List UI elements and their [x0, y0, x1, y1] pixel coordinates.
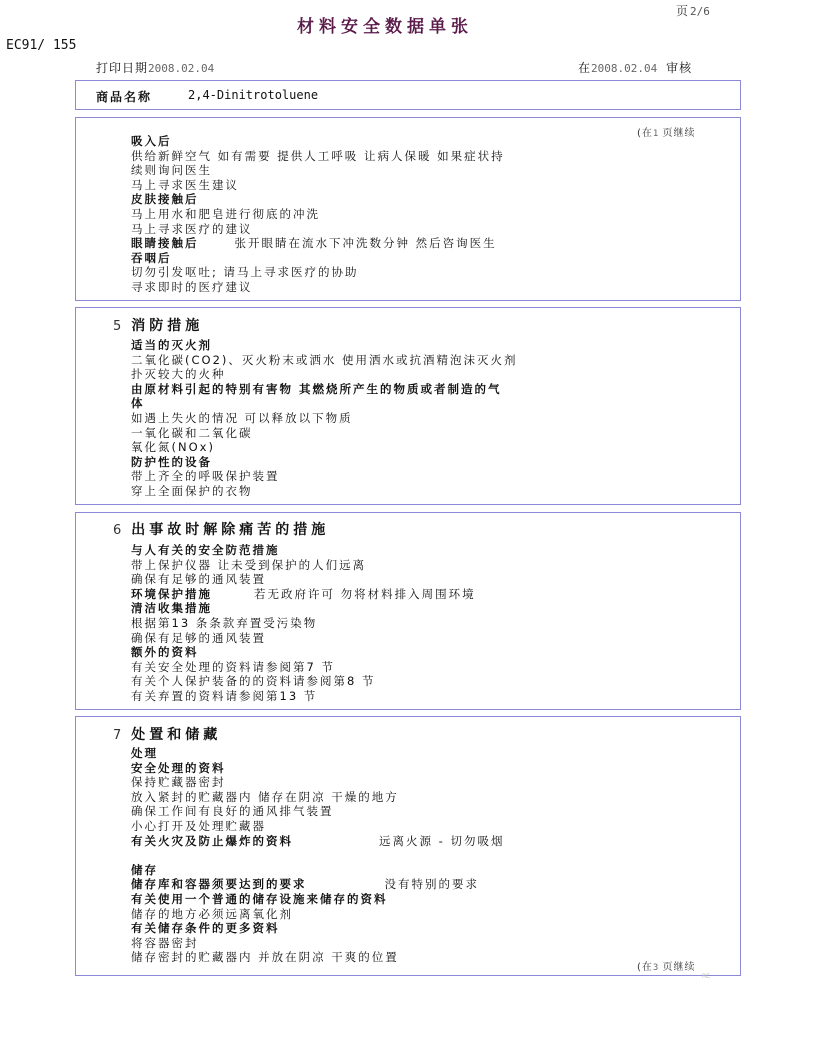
section-5-title: 消防措施	[131, 318, 204, 334]
text-line	[131, 936, 504, 951]
text-line	[131, 660, 476, 675]
text-line	[131, 236, 505, 251]
text-line	[131, 587, 476, 602]
text-line	[131, 631, 476, 646]
line-text: 马上用水和肥皂进行彻底的冲洗	[131, 206, 320, 221]
line-text: 将容器密封	[131, 935, 199, 950]
line-heading: 额外的资料	[131, 645, 199, 660]
section-6-heading	[113, 519, 329, 539]
text-line	[131, 689, 476, 704]
product-box	[75, 80, 741, 110]
text-line	[131, 921, 504, 936]
print-date-label: 打印日期	[96, 61, 149, 75]
text-line	[131, 163, 505, 178]
line-heading: 与人有关的安全防范措施	[131, 543, 280, 557]
line-heading: 适当的灭火剂	[131, 338, 212, 352]
print-date: 2008.02.04	[148, 62, 215, 75]
text-line	[131, 848, 504, 863]
print-date-line	[96, 59, 214, 76]
line-text: 带上齐全的呼吸保护装置	[131, 469, 280, 484]
text-line	[131, 178, 505, 193]
text-line	[131, 207, 505, 222]
line-heading: 吞咽后	[131, 250, 172, 265]
line-text: 一氧化碳和二氧化碳	[131, 425, 253, 440]
line-text: 张开眼睛在流水下冲洗数分钟 然后咨询医生	[234, 236, 497, 251]
line-text: 根据第13 条条款弃置受污染物	[131, 615, 318, 630]
line-text: 供给新鲜空气 如有需要 提供人工呼吸 让病人保暖 如果症状持	[131, 148, 505, 163]
line-text: 放入紧封的贮藏器内 储存在阴凉 干燥的地方	[131, 789, 399, 804]
section-6-number: 6	[113, 523, 122, 538]
line-text: 切勿引发呕吐; 请马上寻求医疗的协助	[131, 265, 359, 280]
text-line	[131, 426, 518, 441]
text-line	[131, 353, 518, 368]
line-heading: 处理	[131, 746, 158, 760]
text-line	[131, 396, 518, 411]
continued-suffix: 页继续	[662, 128, 696, 139]
continued-on-note	[637, 958, 696, 973]
continued-suffix: 页继续	[662, 962, 696, 973]
section-7-number: 7	[113, 728, 122, 743]
text-line	[131, 863, 504, 878]
line-text: 如遇上失火的情况 可以释放以下物质	[131, 410, 353, 425]
text-line	[131, 265, 505, 280]
text-line	[131, 892, 504, 907]
line-text: 确保有足够的通风装置	[131, 630, 266, 645]
line-text: 储存的地方必须远离氧化剂	[131, 906, 293, 921]
line-text: 氧化氮(NOx)	[131, 440, 215, 455]
product-name: 2,4-Dinitrotoluene	[188, 88, 319, 102]
text-line	[131, 251, 505, 266]
line-heading: 有关储存条件的更多资料	[131, 921, 280, 936]
text-line	[131, 411, 518, 426]
line-text: 马上寻求医疗的建议	[131, 221, 253, 236]
line-heading: 储存库和容器须要达到的要求	[131, 877, 307, 892]
line-text: 若无政府许可 勿将材料排入周围环境	[254, 586, 476, 601]
line-text: 确保有足够的通风装置	[131, 572, 266, 587]
text-line	[131, 834, 504, 849]
line-text: 没有特别的要求	[384, 877, 479, 892]
page-number: 2/6	[690, 5, 710, 18]
continued-prefix: (在	[637, 128, 653, 139]
line-text: 寻求即时的医疗建议	[131, 279, 253, 294]
line-text: 二氧化碳(CO2)、灭火粉末或洒水 使用洒水或抗酒精泡沫灭火剂	[131, 352, 518, 367]
section-5-lines	[131, 338, 518, 499]
text-line	[131, 484, 518, 499]
text-line	[131, 280, 505, 295]
line-heading: 有关火灾及防止爆炸的资料	[131, 833, 293, 848]
text-line	[131, 645, 476, 660]
text-line	[131, 616, 476, 631]
section-6-title: 出事故时解除痛苦的措施	[131, 522, 330, 538]
text-line	[131, 572, 476, 587]
line-text: 穿上全面保护的衣物	[131, 483, 253, 498]
review-suffix: 审核	[666, 61, 693, 75]
line-heading: 防护性的设备	[131, 454, 212, 469]
text-line	[131, 761, 504, 776]
continued-from-note	[637, 124, 696, 139]
text-line	[131, 192, 505, 207]
text-line	[131, 775, 504, 790]
product-label: 商品名称	[96, 90, 153, 104]
document-code: EC91/ 155	[6, 38, 77, 53]
line-text: 有关安全处理的资料请参阅第7 节	[131, 659, 335, 674]
line-heading: 吸入后	[131, 134, 172, 148]
line-text: 扑灭较大的火种	[131, 367, 226, 382]
line-heading: 环境保护措施	[131, 586, 212, 601]
section-7-title: 处置和储藏	[131, 727, 222, 743]
line-heading: 清洁收集措施	[131, 601, 212, 616]
text-line	[131, 440, 518, 455]
text-line	[131, 338, 518, 353]
line-text: 远离火源 - 切勿吸烟	[379, 833, 505, 848]
text-line	[131, 746, 504, 761]
line-text: 带上保护仪器 让未受到保护的人们远离	[131, 557, 367, 572]
line-heading: 皮肤接触后	[131, 192, 199, 207]
section-4-lines	[131, 134, 505, 295]
line-heading: 眼睛接触后	[131, 236, 199, 251]
section-6-lines	[131, 543, 476, 704]
line-text: 马上寻求医生建议	[131, 177, 239, 192]
text-line	[131, 950, 504, 965]
text-line	[131, 674, 476, 689]
line-heading: 有关使用一个普通的储存设施来储存的资料	[131, 891, 388, 906]
line-heading: 储存	[131, 862, 158, 877]
continued-page: 1	[652, 129, 659, 139]
review-date: 2008.02.04	[591, 62, 658, 75]
section-5-heading	[113, 315, 203, 335]
line-heading: 体	[131, 396, 145, 411]
text-line	[131, 877, 504, 892]
page-label: 页	[676, 4, 689, 18]
line-text: 保持贮藏器密封	[131, 775, 226, 790]
text-line	[131, 558, 476, 573]
section-7-heading	[113, 724, 221, 744]
document-title: 材料安全数据单张	[297, 17, 473, 37]
line-text: 有关弃置的资料请参阅第13 节	[131, 688, 318, 703]
text-line	[131, 804, 504, 819]
continued-prefix: (在	[637, 962, 653, 973]
line-heading: 由原材料引起的特别有害物 其燃烧所产生的物质或者制造的气	[131, 381, 502, 396]
line-heading: 安全处理的资料	[131, 760, 226, 775]
text-line	[131, 149, 505, 164]
text-line	[131, 790, 504, 805]
text-line	[131, 382, 518, 397]
page-indicator	[676, 2, 710, 19]
review-prefix: 在	[578, 61, 592, 75]
text-line	[131, 469, 518, 484]
review-date-line	[578, 59, 692, 76]
line-text: 确保工作间有良好的通风排气装置	[131, 804, 334, 819]
text-line	[131, 543, 476, 558]
section-5-number: 5	[113, 319, 122, 334]
line-text: 续则询问医生	[131, 163, 212, 178]
footer-mark: RC	[702, 973, 711, 980]
text-line	[131, 601, 476, 616]
section-7-lines	[131, 746, 504, 965]
line-text: 小心打开及处理贮藏器	[131, 818, 266, 833]
text-line	[131, 455, 518, 470]
text-line	[131, 222, 505, 237]
text-line	[131, 819, 504, 834]
continued-page: 3	[652, 963, 659, 973]
text-line	[131, 367, 518, 382]
line-text: 有关个人保护装备的的资料请参阅第8 节	[131, 674, 376, 689]
line-text: 储存密封的贮藏器内 并放在阴凉 干爽的位置	[131, 950, 399, 965]
text-line	[131, 907, 504, 922]
text-line	[131, 134, 505, 149]
